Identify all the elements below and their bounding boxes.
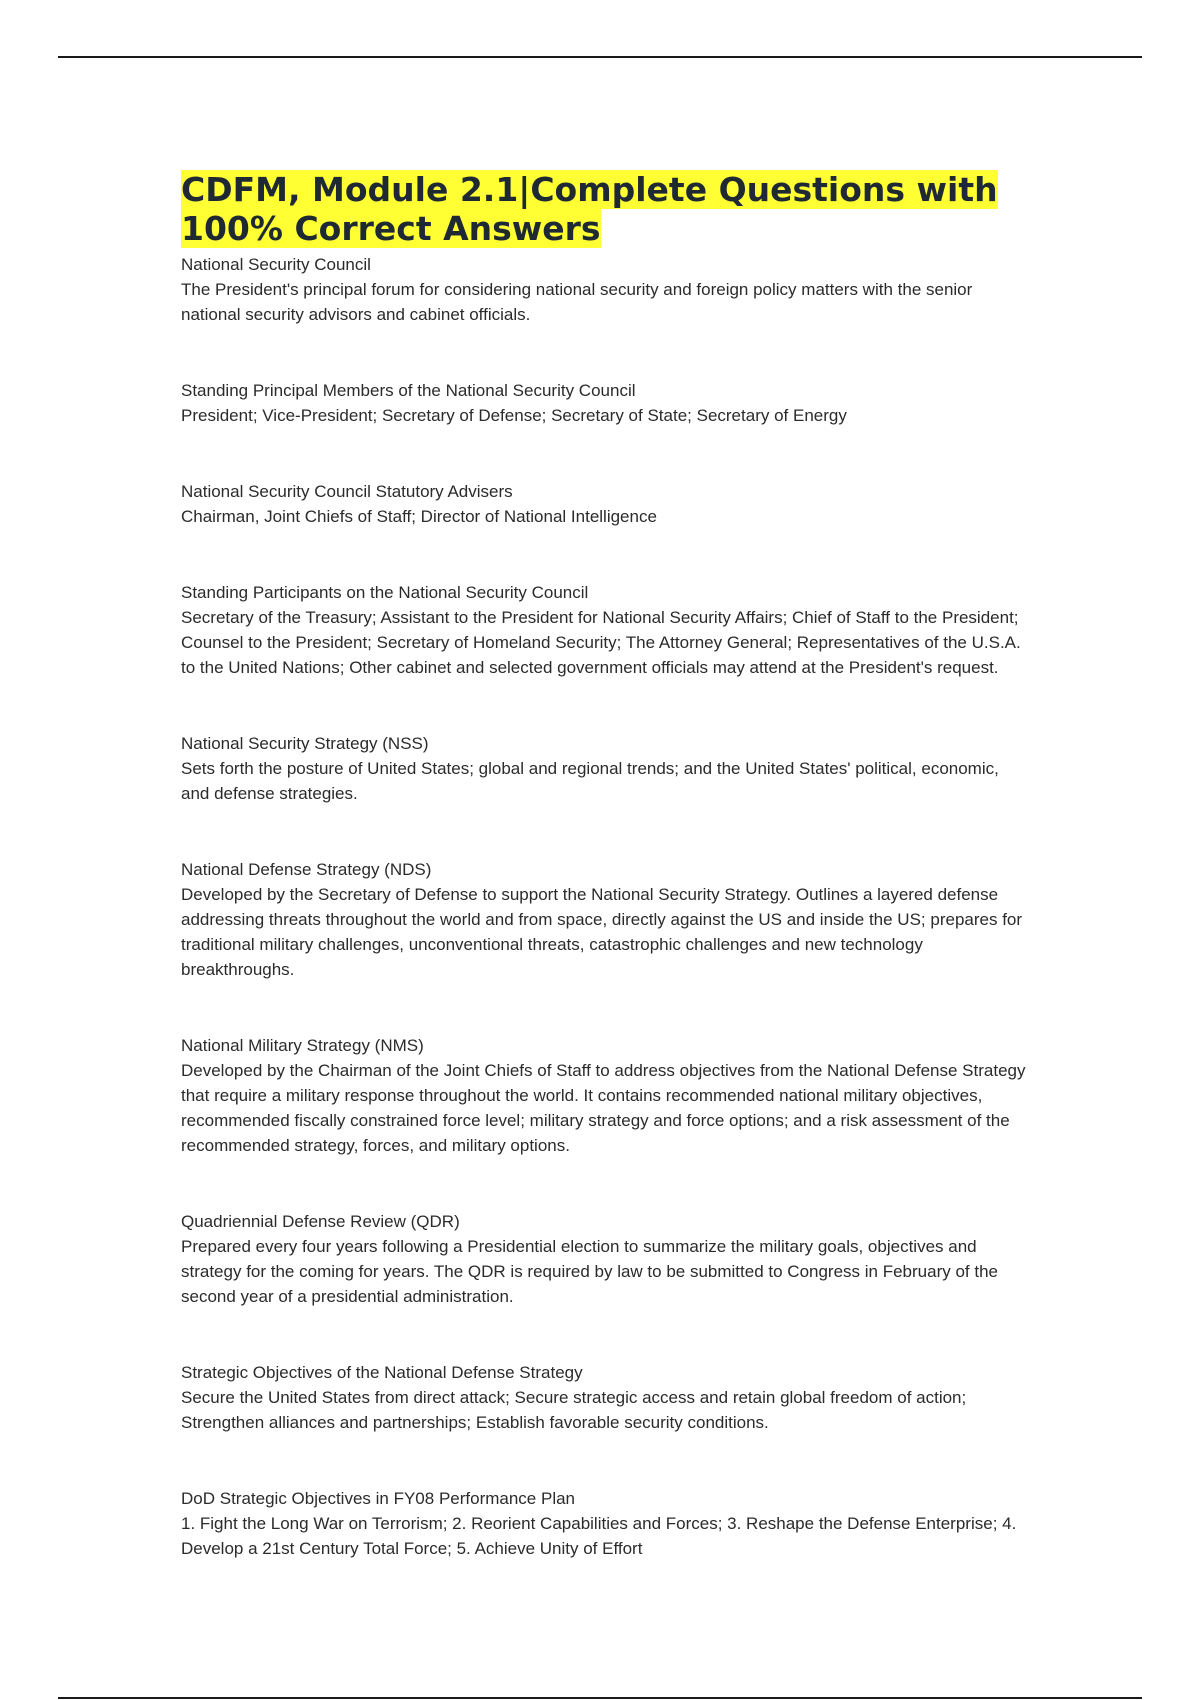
qa-item	[181, 378, 1031, 428]
answer-text: Secretary of the Treasury; Assistant to the President for National Security Affairs; Chief of Staff to the President; Counsel to the President; Secretary of Homeland Security; The Attorney General; Representatives of the U.S.A. to the United Nations; Other cabinet and selected government officials may attend at the President's request.	[181, 608, 1021, 677]
answer-text: Developed by the Secretary of Defense to support the National Security Strategy. Outlines a layered defense addressing threats throughout the world and from space, directly against the US and inside the US; prepares for traditional military challenges, unconventional threats, catastrophic challenges and new technology breakthroughs.	[181, 885, 1023, 979]
qa-item	[181, 580, 1031, 680]
answer-text: Prepared every four years following a Presidential election to summarize the military goals, objectives and strategy for the coming for years. The QDR is required by law to be submitted to Congress in February of the second year of a presidential administration.	[181, 1237, 999, 1306]
answer-text: Secure the United States from direct attack; Secure strategic access and retain global freedom of action; Strengthen alliances and partnerships; Establish favorable security conditions.	[181, 1388, 967, 1432]
document-body	[181, 170, 1031, 1612]
question-text: Standing Participants on the National Security Council	[181, 583, 589, 602]
question-text: DoD Strategic Objectives in FY08 Performance Plan	[181, 1489, 576, 1508]
question-text: National Security Strategy (NSS)	[181, 734, 429, 753]
qa-item	[181, 857, 1031, 982]
question-text: Quadriennial Defense Review (QDR)	[181, 1212, 460, 1231]
answer-text: Developed by the Chairman of the Joint Chiefs of Staff to address objectives from the National Defense Strategy that require a military response throughout the world. It contains recommended national military objectives, recommended fiscally constrained force level; military strategy and force options; and a risk assessment of the recommended strategy, forces, and military options.	[181, 1061, 1026, 1155]
answer-text: The President's principal forum for considering national security and foreign policy matters with the senior national security advisors and cabinet officials.	[181, 280, 973, 324]
question-text: National Military Strategy (NMS)	[181, 1036, 424, 1055]
answer-text: 1. Fight the Long War on Terrorism; 2. Reorient Capabilities and Forces; 3. Reshape the Defense Enterprise; 4. Develop a 21st Century Total Force; 5. Achieve Unity of Effort	[181, 1514, 1017, 1558]
question-text: National Security Council	[181, 255, 371, 274]
qa-item	[181, 731, 1031, 806]
question-text: Strategic Objectives of the National Defense Strategy	[181, 1363, 583, 1382]
question-text: National Security Council Statutory Advisers	[181, 482, 513, 501]
answer-text: President; Vice-President; Secretary of Defense; Secretary of State; Secretary of Energy	[181, 406, 847, 425]
qa-item	[181, 252, 1031, 327]
question-text: Standing Principal Members of the National Security Council	[181, 381, 636, 400]
qa-item	[181, 1486, 1031, 1561]
qa-item	[181, 1209, 1031, 1309]
qa-item	[181, 1360, 1031, 1435]
qa-item	[181, 479, 1031, 529]
bottom-rule	[58, 1697, 1142, 1699]
top-rule	[58, 56, 1142, 58]
question-text: National Defense Strategy (NDS)	[181, 860, 432, 879]
answer-text: Sets forth the posture of United States; global and regional trends; and the United States' political, economic, and defense strategies.	[181, 759, 999, 803]
highlighted-title-text: CDFM, Module 2.1|Complete Questions with 100% Correct Answers	[181, 170, 998, 248]
answer-text: Chairman, Joint Chiefs of Staff; Director of National Intelligence	[181, 507, 657, 526]
qa-item	[181, 1033, 1031, 1158]
page-title	[181, 170, 1031, 248]
